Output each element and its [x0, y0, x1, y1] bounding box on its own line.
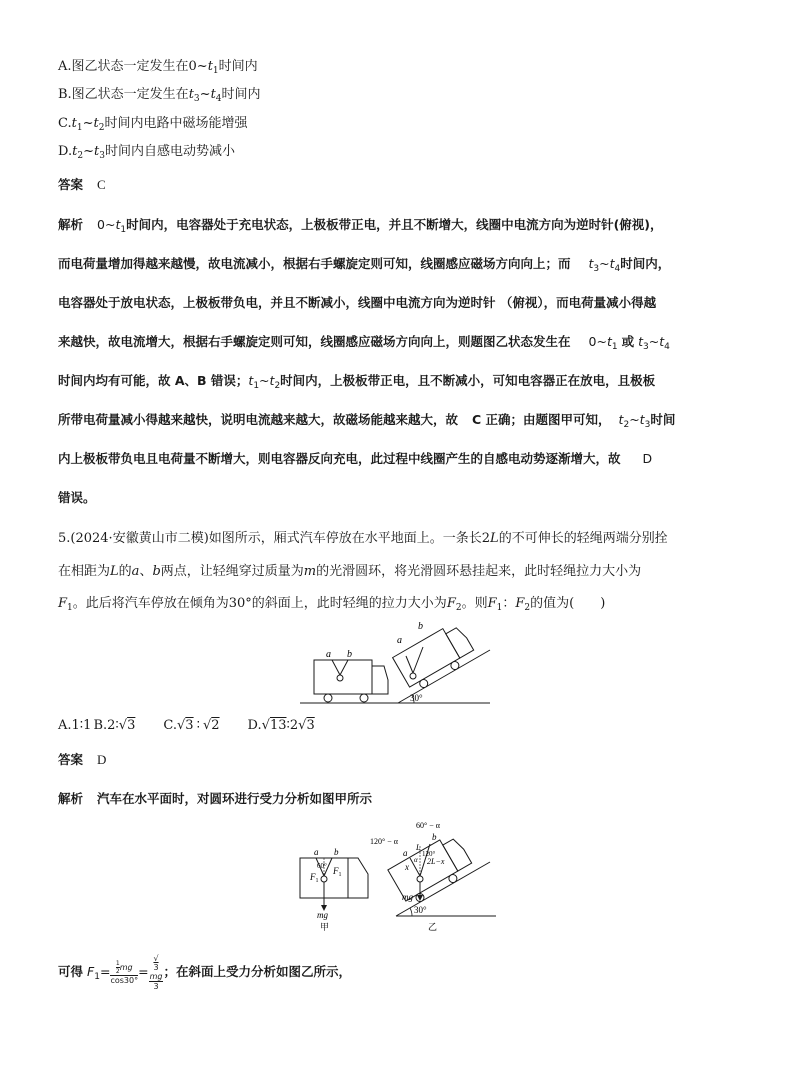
svg-text:a: a [326, 649, 331, 660]
analysis-1-line-7: 内上极板带负电且电荷量不断增大，则电容器反向充电，此过程中线圈产生的自感电动势逐渐增大，故 D [58, 451, 653, 466]
svg-text:30°: 30° [414, 905, 427, 915]
answer-label: 答案 [58, 177, 84, 192]
question-5-line-3: $F_1$。此后将汽车停放在倾角为30°的斜面上，此时轻绳的拉力大小为$F_2$。则$F_1$：$F_2$的值为( ) [58, 596, 606, 613]
svg-text:F1: $F_1$ [310, 872, 319, 884]
svg-text:120°: 120° [422, 850, 436, 858]
analysis-1-line-2: 而电荷量增加得越来越慢，故电流减小，根据右手螺旋定则可知，线圈感应磁场方向向上；而 $t_3\sim t_4$时间内， [58, 256, 671, 274]
choice-c: C.√3 ∶ √2 [163, 718, 220, 733]
choices-5 [58, 717, 315, 735]
svg-text:甲: 甲 [320, 922, 330, 932]
choice-a: A.1∶1 [58, 718, 92, 733]
option-d: $D.t_2\sim t_3$时间内自感电动势减小 [58, 144, 235, 161]
option-b: B.图乙状态一定发生在$t_3\sim t_4$时间内 [58, 87, 261, 104]
svg-text:60° − α: 60° − α [416, 821, 440, 830]
analysis-2: 解析 汽车在水平面时，对圆环进行受力分析如图甲所示 [58, 791, 373, 806]
svg-text:b: b [418, 621, 423, 632]
svg-text:L: L [416, 843, 421, 852]
svg-text:b: b [334, 847, 339, 857]
analysis-1-line-4: 来越快，故电流增大，根据右手螺旋定则可知，线圈感应磁场方向向上，则题图乙状态发生在 $0\sim t_1$ 或 $t_3\sim t_4$ [58, 334, 670, 352]
svg-text:30°: 30° [410, 693, 423, 703]
analysis-1-line-1: 解析 $0\sim t_1$时间内，电容器处于充电状态，上极板带正电，并且不断增大，线圈中电流方向为逆时针(俯视)， [58, 217, 663, 235]
svg-text:乙: 乙 [428, 922, 438, 932]
fraction-2: √ 3 mg 3 [149, 954, 163, 991]
analysis-1-line-3: 电容器处于放电状态，上极板带负电，并且不断减小，线圈中电流方向为逆时针 （俯视），而电荷量减小得越 [58, 295, 657, 310]
choice-d: D.√13∶2√3 [247, 718, 315, 733]
option-a: A.图乙状态一定发生在$0\sim t_1$时间内 [58, 59, 258, 76]
fraction-1: $\frac{1}{2}$ mg cos30° [110, 960, 139, 985]
svg-text:120° − α: 120° − α [370, 837, 398, 846]
analysis-1-line-5: 时间内均有可能，故 A、B 错误；$t_1\sim t_2$时间内，上极板带正电，且不断减小，可知电容器正在放电，且极板 [58, 373, 656, 391]
svg-text:60°: 60° [317, 862, 327, 870]
svg-text:F1: $F_1$ [333, 866, 342, 878]
option-c: $C.t_1\sim t_2$时间内电路中磁场能增强 [58, 116, 248, 133]
svg-text:x: x [405, 862, 409, 872]
force-figure [296, 818, 502, 934]
svg-text:b: b [347, 649, 352, 660]
final-equation: 可得 $F_1=$ $\frac{1}{2}$ mg cos30° = √ 3 mg 3 ；在斜面上受力分析如图乙所示， [58, 954, 351, 991]
svg-text:α: α [414, 856, 418, 864]
question-5-line-1: 5.(2024·安徽黄山市二模)如图所示，厢式汽车停放在水平地面上。一条长2L的不可伸长的轻绳两端分别拴 [58, 531, 668, 546]
analysis-1-line-8: 错误。 [58, 490, 96, 505]
svg-text:a: a [397, 635, 402, 646]
svg-text:a: a [314, 847, 319, 857]
analysis-label: 解析 [58, 217, 84, 232]
svg-text:2L−x: 2L−x [427, 857, 445, 866]
svg-text:a: a [403, 848, 408, 858]
choice-b: B.2∶√3 [93, 718, 136, 733]
svg-text:mg: mg [402, 892, 413, 902]
answer-2: 答案 D [58, 752, 107, 767]
svg-text:b: b [432, 832, 437, 842]
analysis-1-line-6: 所带电荷量减小得越来越快，说明电流越来越大，故磁场能越来越大，故 C 正确；由题图甲可知， $t_2\sim t_3$时间 [58, 412, 676, 430]
answer-1: 答案 C [58, 177, 106, 192]
truck-figure [300, 618, 500, 708]
question-5-line-2: 在相距为L的a、b两点，让轻绳穿过质量为m的光滑圆环，将光滑圆环悬挂起来，此时轻绳拉力大小为 [58, 564, 642, 579]
answer-label: 答案 [58, 752, 84, 767]
svg-text:mg: mg [317, 910, 328, 920]
analysis-label: 解析 [58, 791, 84, 806]
